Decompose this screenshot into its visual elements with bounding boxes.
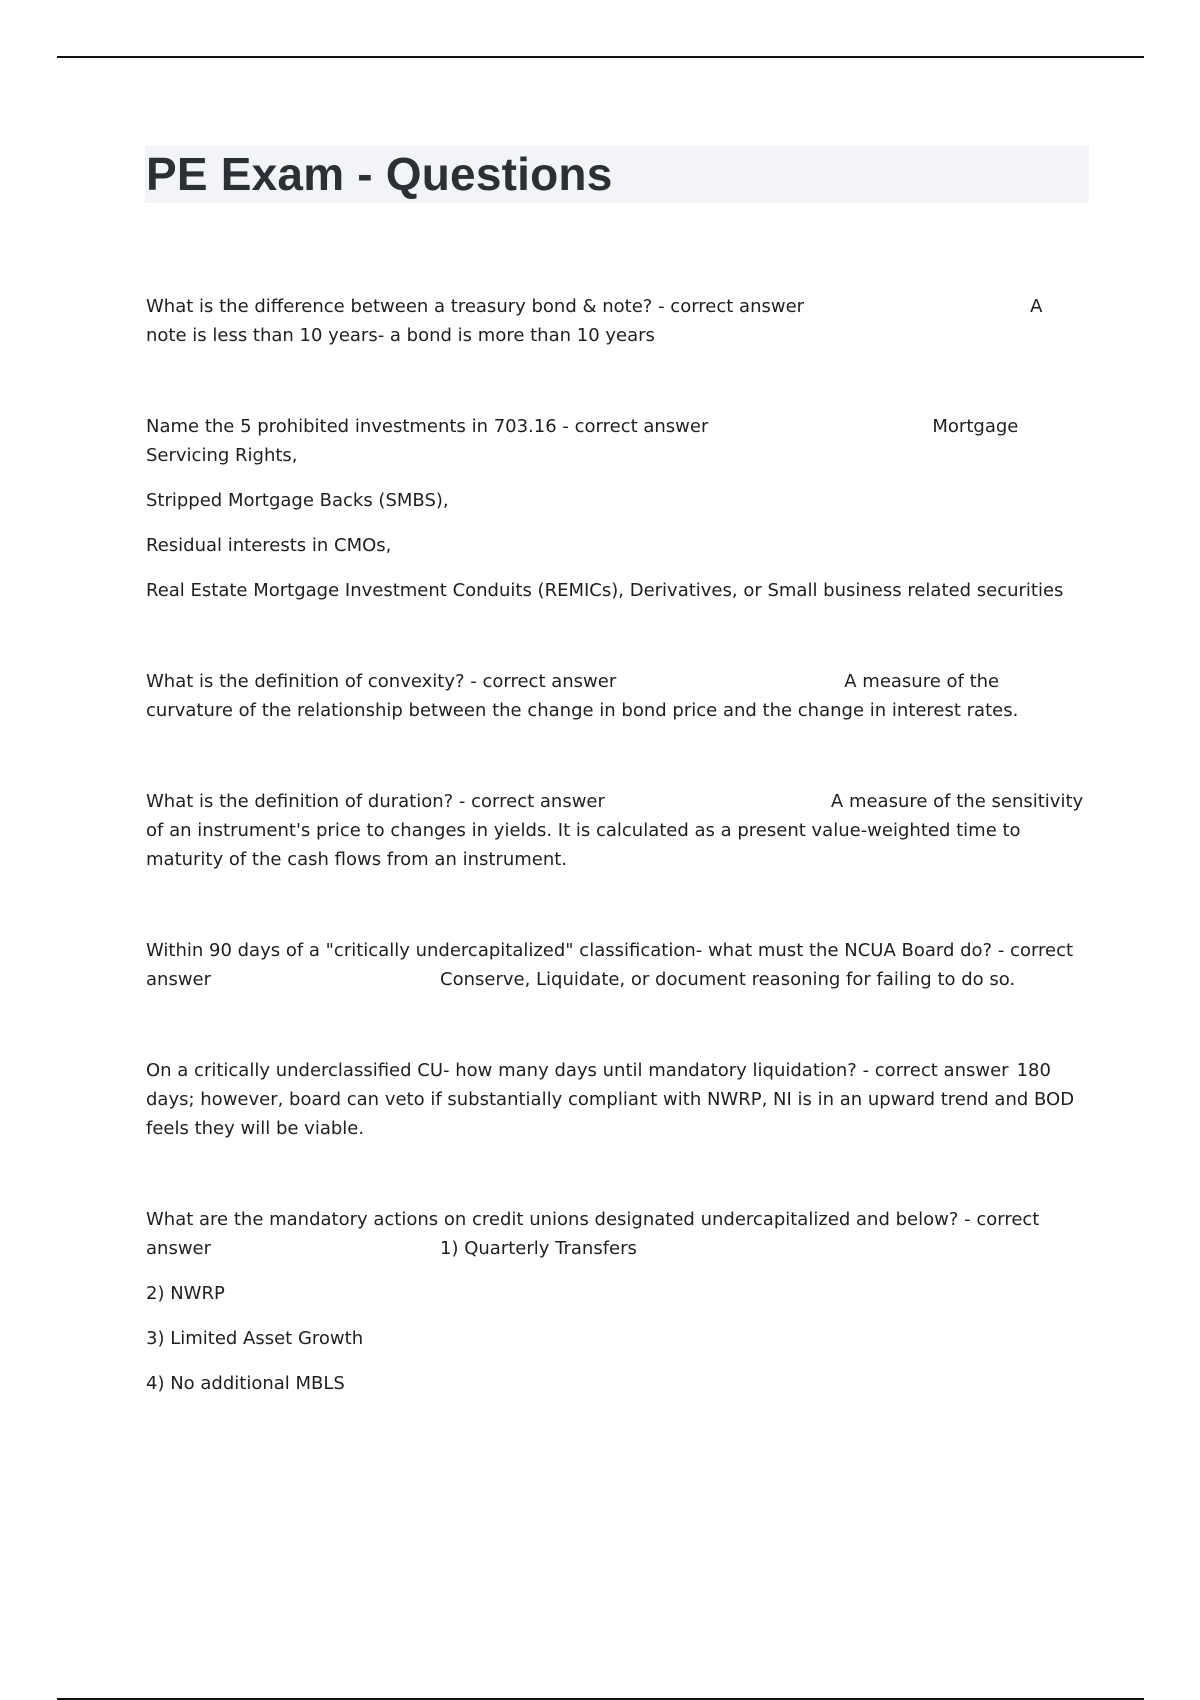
answer-text: 1) Quarterly Transfers xyxy=(440,1238,637,1259)
answer-text: A measure of the curvature of the relationship between the change in bond price and the change in interest rates. xyxy=(146,671,1019,721)
qa-paragraph xyxy=(146,936,1086,994)
qa-item xyxy=(146,1056,1086,1143)
page-title: PE Exam - Questions xyxy=(146,148,613,200)
answer-text: A measure of the sensitivity of an instrument's price to changes in yields. It is calculated as a present value-weighted time to maturity of the cash flows from an instrument. xyxy=(146,791,1084,870)
qa-paragraph xyxy=(146,667,1086,725)
answer-text: Conserve, Liquidate, or document reasoning for failing to do so. xyxy=(440,969,1016,990)
answer-line: Residual interests in CMOs, xyxy=(146,535,392,556)
qa-item xyxy=(146,292,1086,350)
answer-line: Real Estate Mortgage Investment Conduits (REMICs), Derivatives, or Small business related securities xyxy=(146,580,1064,601)
qa-item xyxy=(146,667,1086,725)
answer-text: A note is less than 10 years- a bond is more than 10 years xyxy=(146,296,1043,346)
question-text: Within 90 days of a "critically undercapitalized" classification- what must the NCUA Board do? - correct answer xyxy=(146,940,1074,990)
qa-item xyxy=(146,1205,1086,1398)
qa-paragraph xyxy=(146,1205,1086,1263)
question-text: Name the 5 prohibited investments in 703.16 - correct answer xyxy=(146,416,709,437)
question-text: What is the definition of duration? - correct answer xyxy=(146,791,605,812)
answer-line: 4) No additional MBLS xyxy=(146,1373,345,1394)
answer-text: Mortgage Servicing Rights, xyxy=(146,416,1019,466)
qa-paragraph xyxy=(146,787,1086,874)
qa-paragraph xyxy=(146,412,1086,470)
qa-paragraph xyxy=(146,292,1086,350)
top-rule xyxy=(57,56,1144,58)
answer-line: 2) NWRP xyxy=(146,1283,225,1304)
answer-text: 180 days; however, board can veto if substantially compliant with NWRP, NI is in an upward trend and BOD feels they will be viable. xyxy=(146,1060,1075,1139)
question-text: What is the difference between a treasury bond & note? - correct answer xyxy=(146,296,805,317)
qa-list xyxy=(146,292,1086,1460)
qa-item xyxy=(146,412,1086,605)
question-text: What are the mandatory actions on credit unions designated undercapitalized and below? - correct answer xyxy=(146,1209,1040,1259)
qa-item xyxy=(146,936,1086,994)
question-text: On a critically underclassified CU- how many days until mandatory liquidation? - correct answer xyxy=(146,1060,1009,1081)
qa-paragraph xyxy=(146,1056,1086,1143)
answer-line: 3) Limited Asset Growth xyxy=(146,1328,364,1349)
question-text: What is the definition of convexity? - correct answer xyxy=(146,671,617,692)
answer-line: Stripped Mortgage Backs (SMBS), xyxy=(146,490,449,511)
qa-item xyxy=(146,787,1086,874)
